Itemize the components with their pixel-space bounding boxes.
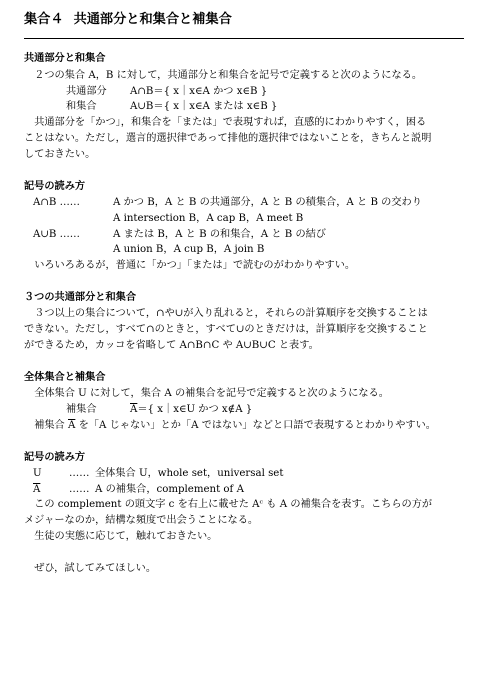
paragraph-line: この complement の頭文字 c を右上に載せた Aᶜ も A の補集合を表す。こちらの方が bbox=[34, 499, 433, 511]
section-symbol-reading bbox=[24, 179, 464, 274]
complement-symbol: $\overline{A}$ bbox=[68, 419, 76, 431]
title-text: 共通部分と和集合と補集合 bbox=[73, 12, 232, 27]
reading-text: A または B，A と B の和集合，A と B の結び bbox=[113, 228, 327, 240]
definition-formula: $\overline{A}=${ x｜x∈U かつ x∉A } bbox=[130, 403, 253, 415]
reading-dots: …… bbox=[69, 467, 90, 479]
reading-text: A の補集合，complement of A bbox=[95, 483, 244, 495]
title-number: 集合４ bbox=[24, 12, 64, 27]
section-complement bbox=[24, 370, 464, 434]
reading-dots: …… bbox=[69, 483, 90, 495]
section-heading: 全体集合と補集合 bbox=[24, 371, 106, 383]
document-page bbox=[24, 10, 464, 577]
page-title bbox=[24, 10, 464, 39]
paragraph-line: ができるため，カッコを省略して A∩B∩C や A∪B∪C と表す。 bbox=[24, 339, 319, 351]
paragraph-line: ３つ以上の集合について，∩や∪が入り乱れると，それらの計算順序を交換することは bbox=[34, 308, 428, 320]
reading-row bbox=[24, 227, 464, 243]
reading-row bbox=[24, 466, 464, 482]
reading-text-english: A intersection B，A cap B，A meet B bbox=[113, 212, 304, 224]
section-symbol-reading-2 bbox=[24, 450, 464, 545]
definition-label: 共通部分 bbox=[66, 85, 107, 97]
reading-label: U bbox=[33, 467, 42, 479]
reading-label: A∪B …… bbox=[33, 228, 80, 240]
section-three-sets bbox=[24, 290, 464, 354]
section-heading: 記号の読み方 bbox=[24, 180, 86, 192]
definition-row bbox=[24, 402, 464, 418]
reading-text: A かつ B，A と B の共通部分，A と B の積集合，A と B の交わり bbox=[113, 196, 422, 208]
definition-formula: A∩B＝{ x｜x∈A かつ x∈B } bbox=[130, 85, 268, 97]
definition-label: 補集合 bbox=[66, 403, 97, 415]
section-heading: ３つの共通部分と和集合 bbox=[24, 292, 137, 304]
definition-row bbox=[24, 84, 464, 100]
paragraph: 全体集合 U に対して，集合 A の補集合を記号で定義すると次のようになる。 bbox=[34, 388, 389, 400]
paragraph: いろいろあるが，普通に「かつ」「または」で読むのがわかりやすい。 bbox=[34, 260, 356, 272]
complement-symbol: $\overline{A}$ bbox=[130, 403, 138, 415]
paragraph-line: ことはない。ただし，選言的選択律であって排他的選択律ではないことを，きちんと説明 bbox=[24, 133, 432, 145]
definition-formula: A∪B＝{ x｜x∈A または x∈B } bbox=[130, 101, 278, 113]
paragraph-line: しておきたい。 bbox=[24, 148, 96, 160]
paragraph-line: 生徒の実態に応じて，触れておきたい。 bbox=[34, 531, 218, 543]
complement-symbol: $\overline{A}$ bbox=[33, 483, 41, 495]
reading-text: 全体集合 U，whole set，universal set bbox=[95, 467, 284, 479]
definition-row bbox=[24, 99, 464, 115]
paragraph: 補集合 $\overline{A}$ を「A じゃない」とか「A ではない」などと口語で表現するとわかりやすい。 bbox=[34, 419, 436, 431]
paragraph-line: メジャーなのか，結構な頻度で出会うことになる。 bbox=[24, 515, 259, 527]
reading-row bbox=[24, 195, 464, 211]
paragraph: ２つの集合 A，B に対して，共通部分と和集合を記号で定義すると次のようになる。 bbox=[34, 69, 423, 81]
paragraph-line: 共通部分を「かつ」，和集合を「または」で表現すれば，直感的にわかりやすく，困る bbox=[34, 117, 427, 129]
section-intersection-union bbox=[24, 51, 464, 162]
section-heading: 記号の読み方 bbox=[24, 451, 86, 463]
reading-text-english: A union B，A cup B，A join B bbox=[113, 244, 265, 256]
paragraph-line: できない。ただし，すべて∩のときと，すべて∪のときだけは，計算順序を交換すること bbox=[24, 324, 428, 336]
closing-line: ぜひ，試してみてほしい。 bbox=[34, 562, 157, 574]
reading-label: A∩B …… bbox=[33, 196, 80, 208]
section-heading: 共通部分と和集合 bbox=[24, 53, 106, 65]
definition-label: 和集合 bbox=[66, 101, 97, 113]
reading-row bbox=[24, 482, 464, 498]
